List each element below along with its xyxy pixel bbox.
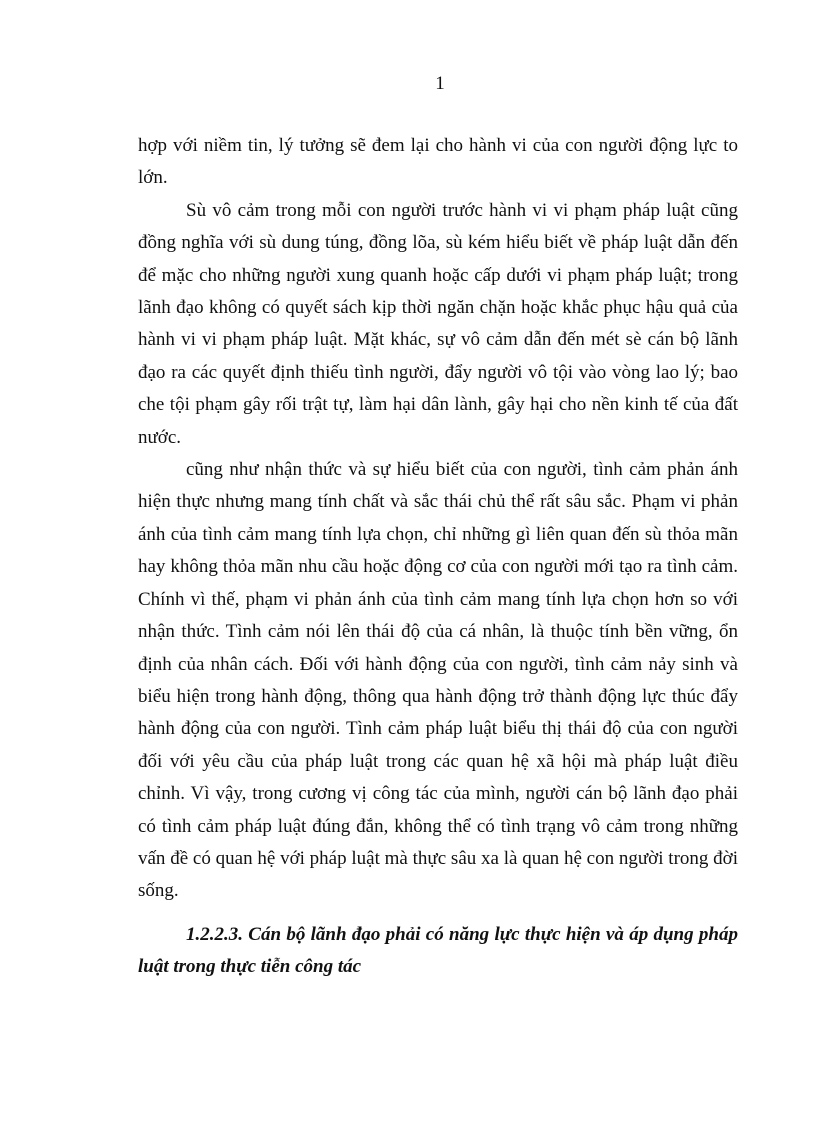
page-number: 1 [435,73,445,94]
paragraph-legal-emotion: cũng như nhận thức và sự hiểu biết của con người, tình cảm phản ánh hiện thực nhưng mang tính chất và sắc thái chủ thể rất sâu sắc. Phạm vi phản ánh của tình cảm mang tính lựa chọn, chỉ những gì liên quan đến sù thỏa mãn hay không thỏa mãn nhu cầu hoặc động cơ của con người mới tạo ra tình cảm. Chính vì thế, phạm vi phản ánh của tình cảm mang tính lựa chọn hơn so với nhận thức. Tình cảm nói lên thái độ của cá nhân, là thuộc tính bền vững, ổn định của nhân cách. Đối với hành động của con người, tình cảm nảy sinh và biểu hiện trong hành động, thông qua hành động trở thành động lực thúc đẩy hành động của con người. Tình cảm pháp luật biểu thị thái độ của con người đối với yêu cầu của pháp luật trong các quan hệ xã hội mà pháp luật điều chỉnh. Vì vậy, trong cương vị công tác của mình, người cán bộ lãnh đạo phải có tình cảm pháp luật đúng đắn, không thể có tình trạng vô cảm trong những vấn đề có quan hệ với pháp luật mà thực sâu xa là quan hệ con người trong đời sống. [138,459,738,902]
page-body [138,130,738,983]
paragraph-continuation: hợp với niềm tin, lý tưởng sẽ đem lại cho hành vi của con người động lực to lớn. [138,135,738,189]
paragraph-indifference: Sù vô cảm trong mỗi con người trước hành vi vi phạm pháp luật cũng đồng nghĩa với sù dung túng, đồng lõa, sù kém hiểu biết về pháp luật dẫn đến để mặc cho những người xung quanh hoặc cấp dưới vi phạm pháp luật; trong lãnh đạo không có quyết sách kịp thời ngăn chặn hoặc khắc phục hậu quả của hành vi vi phạm pháp luật. Mặt khác, sự vô cảm dẫn đến mét sè cán bộ lãnh đạo ra các quyết định thiếu tình người, đẩy người vô tội vào vòng lao lý; bao che tội phạm gây rối trật tự, làm hại dân lành, gây hại cho nền kinh tế của đất nước. [138,199,738,448]
section-heading: 1.2.2.3. Cán bộ lãnh đạo phải có năng lực thực hiện và áp dụng pháp luật trong thực tiễn công tác [138,923,738,977]
